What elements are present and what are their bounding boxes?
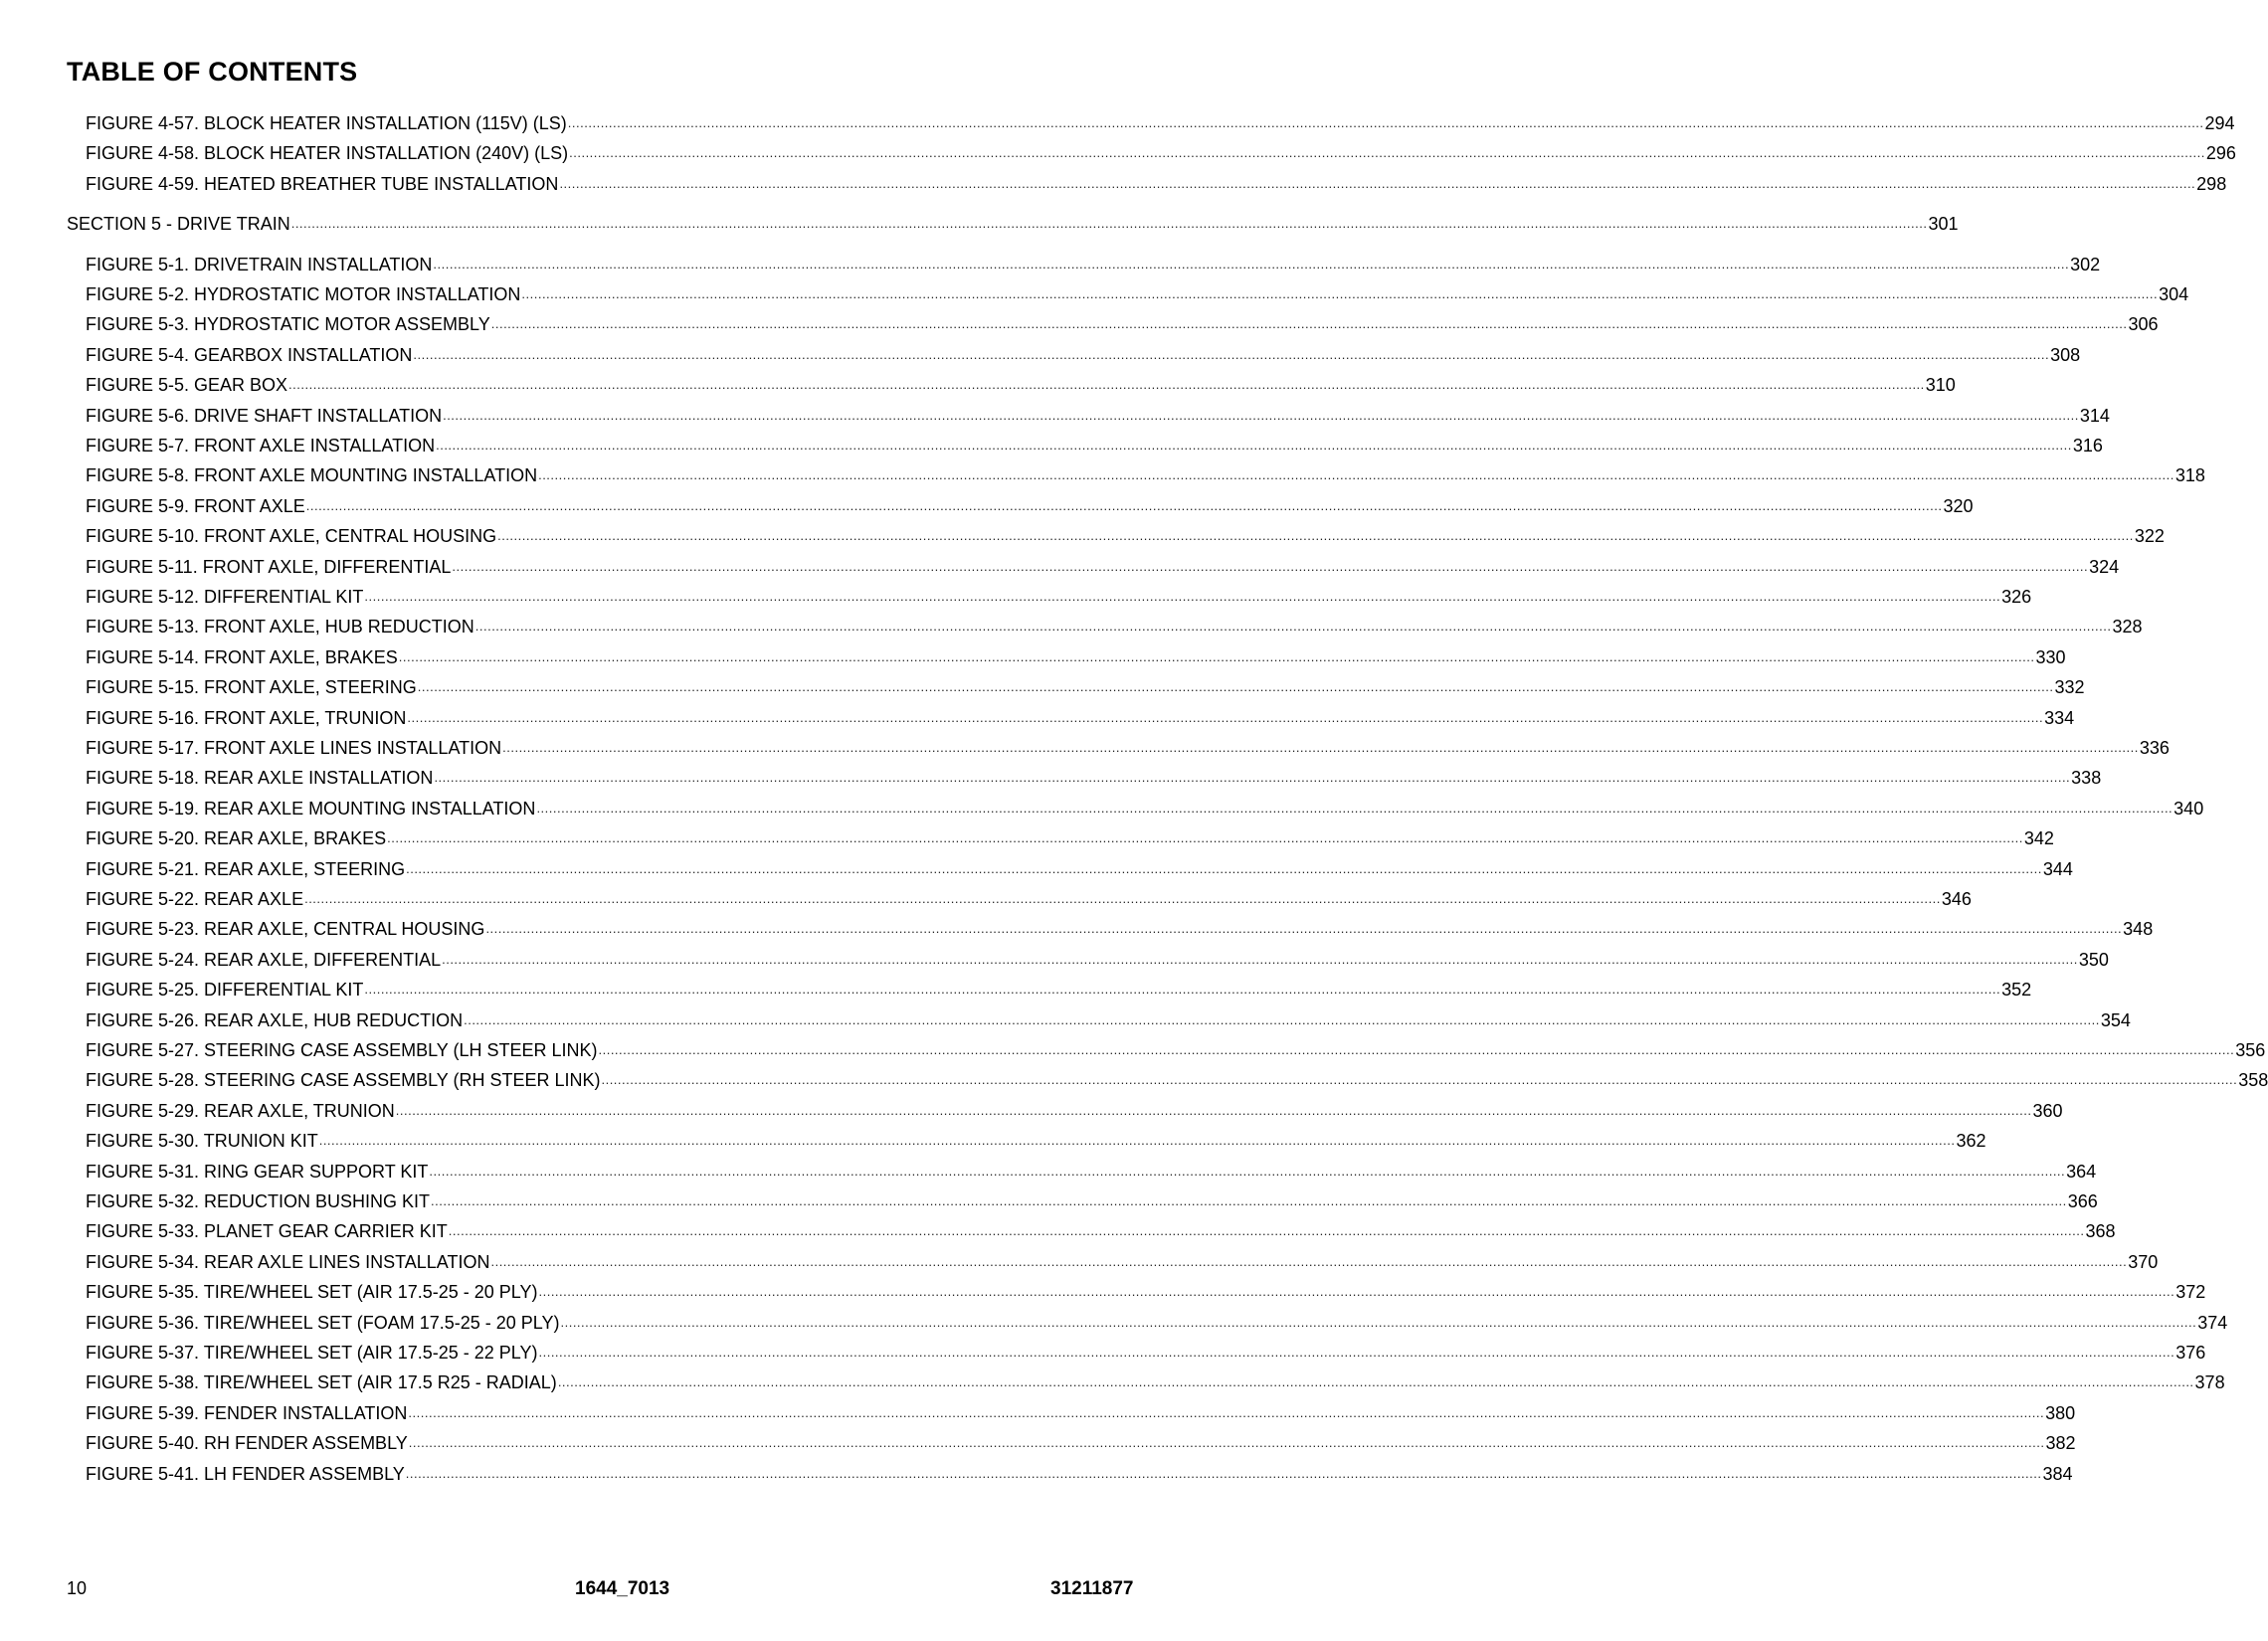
toc-entry-page: 328 [2112, 617, 2143, 638]
dot-leader: ................................................................................................................................................................................................................................................................................................................................................................................................................ [304, 891, 1941, 906]
toc-figure-entry[interactable] [86, 823, 2054, 849]
page-footer [0, 1578, 1268, 1602]
toc-entry-label: FIGURE 5-8. FRONT AXLE MOUNTING INSTALLATION [86, 465, 538, 486]
toc-entry-page: 322 [2134, 526, 2165, 547]
dot-leader: ................................................................................................................................................................................................................................................................................................................................................................................................................ [485, 921, 2123, 937]
toc-figure-entry[interactable] [86, 401, 2110, 427]
toc-figure-entry[interactable] [86, 1308, 2228, 1334]
toc-figure-entry[interactable] [86, 250, 2101, 275]
toc-figure-entry[interactable] [86, 1186, 2098, 1212]
toc-figure-entry[interactable] [86, 1216, 2116, 1242]
toc-figure-entry[interactable] [86, 642, 2066, 668]
toc-entry-label: FIGURE 5-37. TIRE/WHEEL SET (AIR 17.5-25 - 22 PLY) [86, 1343, 538, 1363]
dot-leader: ................................................................................................................................................................................................................................................................................................................................................................................................................ [417, 679, 2054, 695]
dot-leader: ................................................................................................................................................................................................................................................................................................................................................................................................................ [538, 1284, 2175, 1300]
dot-leader: ................................................................................................................................................................................................................................................................................................................................................................................................................ [452, 558, 2089, 574]
toc-entry-page: 324 [2089, 556, 2120, 577]
toc-entry-label: FIGURE 5-41. LH FENDER ASSEMBLY [86, 1463, 405, 1484]
toc-entry-page: 382 [2045, 1433, 2076, 1454]
dot-leader: ................................................................................................................................................................................................................................................................................................................................................................................................................ [598, 1042, 2235, 1057]
toc-entry-label: FIGURE 5-31. RING GEAR SUPPORT KIT [86, 1161, 429, 1182]
dot-leader: ................................................................................................................................................................................................................................................................................................................................................................................................................ [601, 1072, 2238, 1088]
toc-figure-entry[interactable] [86, 1096, 2063, 1122]
toc-entry-page: 314 [2079, 405, 2110, 426]
toc-entry-page: 296 [2205, 143, 2236, 164]
toc-entry-page: 384 [2042, 1463, 2073, 1484]
footer-page-number: 10 [67, 1578, 88, 1598]
toc-entry-page: 330 [2035, 646, 2066, 667]
toc-figure-entry[interactable] [86, 1398, 2076, 1424]
toc-entry-label: FIGURE 5-23. REAR AXLE, CENTRAL HOUSING [86, 919, 485, 940]
toc-figure-entry[interactable] [86, 1368, 2225, 1393]
toc-entry-label: FIGURE 5-28. STEERING CASE ASSEMBLY (RH STEER LINK) [86, 1070, 601, 1091]
toc-figure-entry[interactable] [86, 340, 2081, 366]
dot-leader: ................................................................................................................................................................................................................................................................................................................................................................................................................ [395, 1102, 2032, 1118]
toc-figure-entry[interactable] [86, 108, 2235, 134]
toc-entry-page: 308 [2050, 344, 2081, 365]
toc-entry-page: 374 [2197, 1312, 2228, 1333]
dot-leader: ................................................................................................................................................................................................................................................................................................................................................................................................................ [408, 1435, 2045, 1451]
dot-leader: ................................................................................................................................................................................................................................................................................................................................................................................................................ [407, 709, 2044, 725]
dot-leader: ................................................................................................................................................................................................................................................................................................................................................................................................................ [521, 286, 2159, 301]
toc-entry-page: 306 [2128, 314, 2159, 335]
dot-leader: ................................................................................................................................................................................................................................................................................................................................................................................................................ [538, 1345, 2175, 1360]
toc-entry-page: 332 [2054, 677, 2085, 698]
toc-entry-page: 360 [2032, 1100, 2063, 1121]
toc-entry-label: FIGURE 5-18. REAR AXLE INSTALLATION [86, 768, 434, 789]
toc-entry-page: 326 [2001, 587, 2032, 607]
toc-entry-page: 294 [2204, 113, 2235, 133]
toc-figure-entry[interactable] [86, 169, 2227, 195]
footer-part-number: 31211877 [1050, 1578, 1134, 1599]
toc-figure-entry[interactable] [86, 884, 1972, 910]
toc-figure-entry[interactable] [86, 763, 2102, 789]
toc-entry-page: 318 [2174, 465, 2205, 486]
footer-doc-code: 1644_7013 [575, 1578, 670, 1599]
toc-entry-label: FIGURE 5-12. DIFFERENTIAL KIT [86, 587, 364, 607]
toc-entry-page: 356 [2235, 1040, 2266, 1060]
toc-entry-page: 344 [2042, 858, 2073, 879]
dot-leader: ................................................................................................................................................................................................................................................................................................................................................................................................................ [434, 770, 2071, 786]
dot-leader: ................................................................................................................................................................................................................................................................................................................................................................................................................ [538, 467, 2174, 483]
dot-leader: ................................................................................................................................................................................................................................................................................................................................................................................................................ [569, 145, 2205, 161]
toc-entry-page: 310 [1925, 375, 1956, 396]
dot-leader: ................................................................................................................................................................................................................................................................................................................................................................................................................ [290, 216, 1928, 232]
toc-figure-entry[interactable] [86, 431, 2103, 456]
dot-leader: ................................................................................................................................................................................................................................................................................................................................................................................................................ [398, 648, 2035, 664]
dot-leader: ................................................................................................................................................................................................................................................................................................................................................................................................................ [318, 1133, 1956, 1149]
toc-entry-label: FIGURE 5-29. REAR AXLE, TRUNION [86, 1100, 395, 1121]
toc-entry-label: FIGURE 5-2. HYDROSTATIC MOTOR INSTALLATION [86, 284, 521, 304]
toc-entry-page: 358 [2238, 1070, 2268, 1091]
toc-figure-entry[interactable] [86, 491, 1974, 517]
dot-leader: ................................................................................................................................................................................................................................................................................................................................................................................................................ [560, 1314, 2197, 1330]
toc-entry-page: 316 [2072, 436, 2103, 456]
toc-figure-entry[interactable] [86, 309, 2159, 335]
dot-leader: ................................................................................................................................................................................................................................................................................................................................................................................................................ [431, 1193, 2067, 1208]
toc-entry-label: FIGURE 5-27. STEERING CASE ASSEMBLY (LH STEER LINK) [86, 1040, 598, 1060]
toc-entry-page: 334 [2044, 707, 2075, 728]
dot-leader: ................................................................................................................................................................................................................................................................................................................................................................................................................ [474, 619, 2112, 635]
toc-entry-page: 302 [2070, 254, 2101, 274]
toc-figure-entry[interactable] [86, 914, 2154, 940]
dot-leader: ................................................................................................................................................................................................................................................................................................................................................................................................................ [436, 438, 2072, 453]
toc-entry-label: FIGURE 5-35. TIRE/WHEEL SET (AIR 17.5-25 - 20 PLY) [86, 1282, 538, 1303]
toc-entry-page: 340 [2174, 798, 2204, 819]
toc-entry-label: FIGURE 5-19. REAR AXLE MOUNTING INSTALLATION [86, 798, 536, 819]
toc-entry-label: FIGURE 5-34. REAR AXLE LINES INSTALLATION [86, 1251, 490, 1272]
toc-entry-page: 364 [2066, 1161, 2097, 1182]
toc-figure-entry[interactable] [86, 612, 2143, 638]
toc-entry-label: FIGURE 5-6. DRIVE SHAFT INSTALLATION [86, 405, 443, 426]
page-title: TABLE OF CONTENTS [67, 57, 358, 87]
toc-entry-label: FIGURE 5-9. FRONT AXLE [86, 495, 305, 516]
toc-figure-entry[interactable] [86, 138, 2236, 164]
dot-leader: ................................................................................................................................................................................................................................................................................................................................................................................................................ [405, 1465, 2042, 1481]
toc-entry-page: 320 [1943, 495, 1974, 516]
toc-figure-entry[interactable] [86, 1035, 2266, 1061]
toc-entry-label: FIGURE 5-26. REAR AXLE, HUB REDUCTION [86, 1009, 464, 1030]
toc-entry-page: 366 [2067, 1191, 2098, 1211]
toc-figure-entry[interactable] [86, 975, 2032, 1001]
toc-entry-page: 350 [2078, 949, 2109, 970]
toc-entry-label: FIGURE 5-17. FRONT AXLE LINES INSTALLATION [86, 738, 502, 758]
toc-figure-entry[interactable] [86, 370, 1956, 396]
toc-entry-label: FIGURE 5-3. HYDROSTATIC MOTOR ASSEMBLY [86, 314, 490, 335]
toc-entry-label: FIGURE 5-14. FRONT AXLE, BRAKES [86, 646, 398, 667]
dot-leader: ................................................................................................................................................................................................................................................................................................................................................................................................................ [567, 115, 2204, 130]
dot-leader: ................................................................................................................................................................................................................................................................................................................................................................................................................ [364, 589, 2001, 604]
dot-leader: ................................................................................................................................................................................................................................................................................................................................................................................................................ [443, 407, 2079, 423]
toc-entry-page: 298 [2196, 173, 2227, 194]
toc-entry-label: FIGURE 4-59. HEATED BREATHER TUBE INSTALLATION [86, 173, 559, 194]
dot-leader: ................................................................................................................................................................................................................................................................................................................................................................................................................ [413, 346, 2050, 362]
toc-entry-label: FIGURE 5-13. FRONT AXLE, HUB REDUCTION [86, 617, 474, 638]
toc-figure-entry[interactable] [86, 1005, 2131, 1031]
toc-figure-entry[interactable] [86, 854, 2073, 880]
dot-leader: ................................................................................................................................................................................................................................................................................................................................................................................................................ [559, 175, 2196, 191]
toc-figure-entry[interactable] [86, 521, 2165, 547]
dot-leader: ................................................................................................................................................................................................................................................................................................................................................................................................................ [433, 256, 2070, 272]
toc-entry-page: 368 [2085, 1221, 2116, 1242]
toc-entry-label: FIGURE 5-16. FRONT AXLE, TRUNION [86, 707, 407, 728]
dot-leader: ................................................................................................................................................................................................................................................................................................................................................................................................................ [305, 497, 1943, 513]
toc-entry-page: 362 [1956, 1131, 1986, 1152]
toc-figure-entry[interactable] [86, 279, 2189, 305]
toc-figure-entry[interactable] [86, 1277, 2206, 1303]
toc-entry-page: 352 [2001, 980, 2032, 1001]
dot-leader: ................................................................................................................................................................................................................................................................................................................................................................................................................ [429, 1163, 2066, 1179]
toc-entry-label: FIGURE 5-32. REDUCTION BUSHING KIT [86, 1191, 431, 1211]
toc-entry-label: FIGURE 5-11. FRONT AXLE, DIFFERENTIAL [86, 556, 452, 577]
toc-figure-entry[interactable] [86, 1126, 1986, 1152]
toc-entry-label: FIGURE 5-10. FRONT AXLE, CENTRAL HOUSING [86, 526, 497, 547]
toc-entry-label: FIGURE 5-20. REAR AXLE, BRAKES [86, 828, 387, 849]
dot-leader: ................................................................................................................................................................................................................................................................................................................................................................................................................ [408, 1404, 2045, 1420]
dot-leader: ................................................................................................................................................................................................................................................................................................................................................................................................................ [464, 1011, 2100, 1027]
dot-leader: ................................................................................................................................................................................................................................................................................................................................................................................................................ [502, 740, 2139, 755]
toc-entry-label: FIGURE 5-33. PLANET GEAR CARRIER KIT [86, 1221, 448, 1242]
toc-figure-entry[interactable] [86, 1157, 2097, 1183]
toc-figure-entry[interactable] [86, 703, 2075, 729]
toc-entry-label: FIGURE 5-38. TIRE/WHEEL SET (AIR 17.5 R25 - RADIAL) [86, 1372, 557, 1393]
toc-entry-page: 370 [2128, 1251, 2159, 1272]
toc-entry-label: FIGURE 5-21. REAR AXLE, STEERING [86, 858, 406, 879]
toc-entry-label: FIGURE 5-25. DIFFERENTIAL KIT [86, 980, 364, 1001]
toc-entry-page: 354 [2100, 1009, 2131, 1030]
toc-entry-label: FIGURE 5-40. RH FENDER ASSEMBLY [86, 1433, 408, 1454]
toc-figure-entry[interactable] [86, 794, 2204, 820]
toc-entry-page: 304 [2159, 284, 2189, 304]
toc-entry-page: 378 [2194, 1372, 2225, 1393]
toc-figure-entry[interactable] [86, 1428, 2076, 1454]
toc-figure-entry[interactable] [86, 1459, 2073, 1485]
dot-leader: ................................................................................................................................................................................................................................................................................................................................................................................................................ [557, 1374, 2194, 1390]
toc-entry-label: FIGURE 4-57. BLOCK HEATER INSTALLATION (115V) (LS) [86, 113, 567, 133]
dot-leader: ................................................................................................................................................................................................................................................................................................................................................................................................................ [442, 951, 2078, 967]
toc-entry-page: 336 [2139, 738, 2170, 758]
dot-leader: ................................................................................................................................................................................................................................................................................................................................................................................................................ [536, 800, 2174, 816]
toc-entry-page: 301 [1928, 214, 1959, 235]
toc-figure-entry[interactable] [86, 1338, 2206, 1364]
toc-entry-label: FIGURE 5-4. GEARBOX INSTALLATION [86, 344, 413, 365]
dot-leader: ................................................................................................................................................................................................................................................................................................................................................................................................................ [364, 982, 2001, 998]
toc-entry-label: FIGURE 5-15. FRONT AXLE, STEERING [86, 677, 417, 698]
toc-entry-label: FIGURE 5-1. DRIVETRAIN INSTALLATION [86, 254, 433, 274]
toc-entry-page: 348 [2123, 919, 2154, 940]
dot-leader: ................................................................................................................................................................................................................................................................................................................................................................................................................ [288, 377, 1925, 393]
dot-leader: ................................................................................................................................................................................................................................................................................................................................................................................................................ [490, 316, 2128, 332]
toc-figure-entry[interactable] [86, 552, 2120, 578]
toc-figure-entry[interactable] [86, 733, 2170, 759]
toc-entry-label: FIGURE 5-30. TRUNION KIT [86, 1131, 318, 1152]
toc-entry-page: 376 [2175, 1343, 2206, 1363]
dot-leader: ................................................................................................................................................................................................................................................................................................................................................................................................................ [497, 528, 2134, 544]
dot-leader: ................................................................................................................................................................................................................................................................................................................................................................................................................ [490, 1253, 2128, 1269]
toc-figure-entry[interactable] [86, 945, 2109, 971]
toc-entry-label: FIGURE 5-39. FENDER INSTALLATION [86, 1402, 408, 1423]
dot-leader: ................................................................................................................................................................................................................................................................................................................................................................................................................ [387, 830, 2023, 846]
toc-entry-page: 372 [2175, 1282, 2206, 1303]
toc-figure-entry[interactable] [86, 1065, 2268, 1091]
toc-entry-label: FIGURE 5-24. REAR AXLE, DIFFERENTIAL [86, 949, 442, 970]
toc-entry-label: FIGURE 5-7. FRONT AXLE INSTALLATION [86, 436, 436, 456]
toc-entry-label: FIGURE 5-22. REAR AXLE [86, 889, 304, 909]
toc-entry-label: FIGURE 5-5. GEAR BOX [86, 375, 288, 396]
toc-entry-page: 346 [1941, 889, 1972, 909]
toc-figure-entry[interactable] [86, 460, 2205, 486]
toc-entry-page: 380 [2045, 1402, 2076, 1423]
toc-section-entry[interactable] [67, 209, 1959, 235]
dot-leader: ................................................................................................................................................................................................................................................................................................................................................................................................................ [448, 1223, 2085, 1239]
dot-leader: ................................................................................................................................................................................................................................................................................................................................................................................................................ [406, 860, 2042, 876]
toc-entry-label: SECTION 5 - DRIVE TRAIN [67, 214, 290, 235]
toc-entry-label: FIGURE 5-36. TIRE/WHEEL SET (FOAM 17.5-25 - 20 PLY) [86, 1312, 560, 1333]
toc-figure-entry[interactable] [86, 582, 2032, 608]
toc-entry-label: FIGURE 4-58. BLOCK HEATER INSTALLATION (240V) (LS) [86, 143, 569, 164]
toc-entry-page: 342 [2023, 828, 2054, 849]
toc-figure-entry[interactable] [86, 672, 2085, 698]
toc-entry-page: 338 [2071, 768, 2102, 789]
toc-figure-entry[interactable] [86, 1247, 2159, 1273]
